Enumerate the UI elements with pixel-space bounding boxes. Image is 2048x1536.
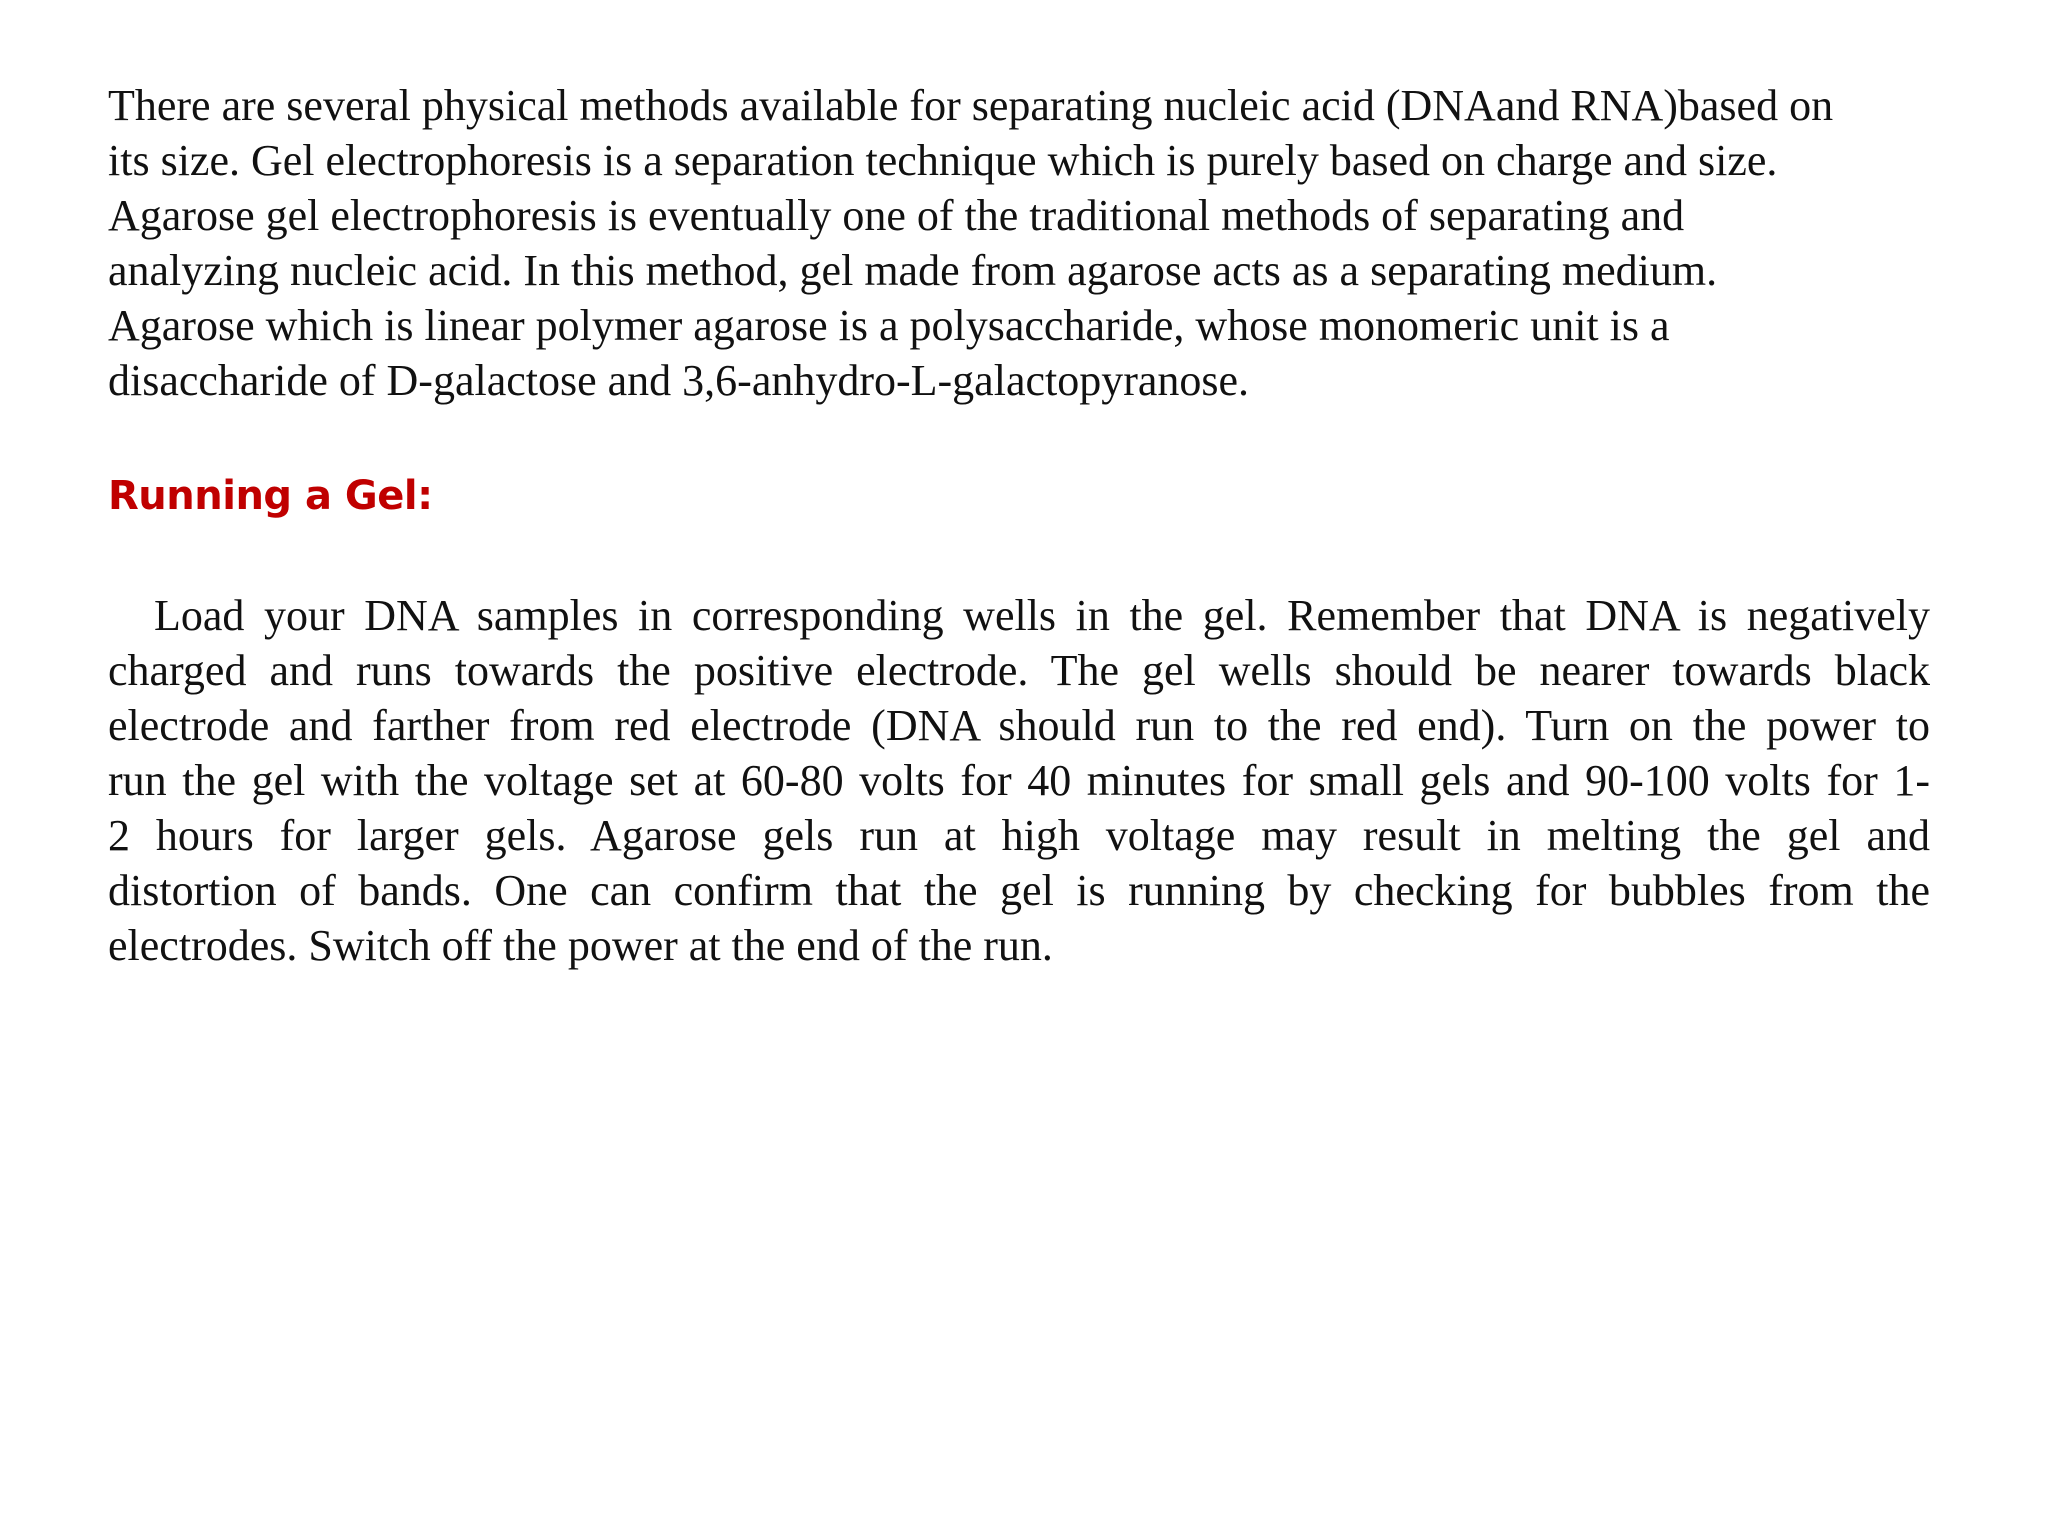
- section-line: charged and runs towards the positive electrode. The gel wells should be nearer towards black: [108, 646, 1930, 695]
- intro-line: its size. Gel electrophoresis is a separation technique which is purely based on charge and size.: [108, 136, 1778, 185]
- section-line: electrode and farther from red electrode (DNA should run to the red end). Turn on the power to: [108, 701, 1930, 750]
- intro-line: Agarose which is linear polymer agarose is a polysaccharide, whose monomeric unit is a: [108, 301, 1670, 350]
- intro-line: disaccharide of D-galactose and 3,6-anhydro-L-galactopyranose.: [108, 356, 1250, 405]
- section-line: distortion of bands. One can confirm that the gel is running by checking for bubbles from the: [108, 866, 1930, 915]
- intro-line: There are several physical methods available for separating nucleic acid (DNAand RNA)based on: [108, 81, 1834, 130]
- intro-line: analyzing nucleic acid. In this method, gel made from agarose acts as a separating medium.: [108, 246, 1718, 295]
- section-line: 2 hours for larger gels. Agarose gels run at high voltage may result in melting the gel and: [108, 811, 1930, 860]
- intro-line: Agarose gel electrophoresis is eventually one of the traditional methods of separating and: [108, 191, 1685, 240]
- document-content: [108, 78, 1930, 970]
- section-line: Load your DNA samples in corresponding wells in the gel. Remember that DNA is negatively: [154, 591, 1930, 640]
- section-paragraph: [108, 588, 1930, 973]
- section-heading: Running a Gel:: [108, 473, 433, 519]
- section-line: electrodes. Switch off the power at the end of the run.: [108, 921, 1053, 970]
- section-line: run the gel with the voltage set at 60-80 volts for 40 minutes for small gels and 90-100 volts for 1-: [108, 756, 1930, 805]
- intro-paragraph: [108, 78, 1930, 408]
